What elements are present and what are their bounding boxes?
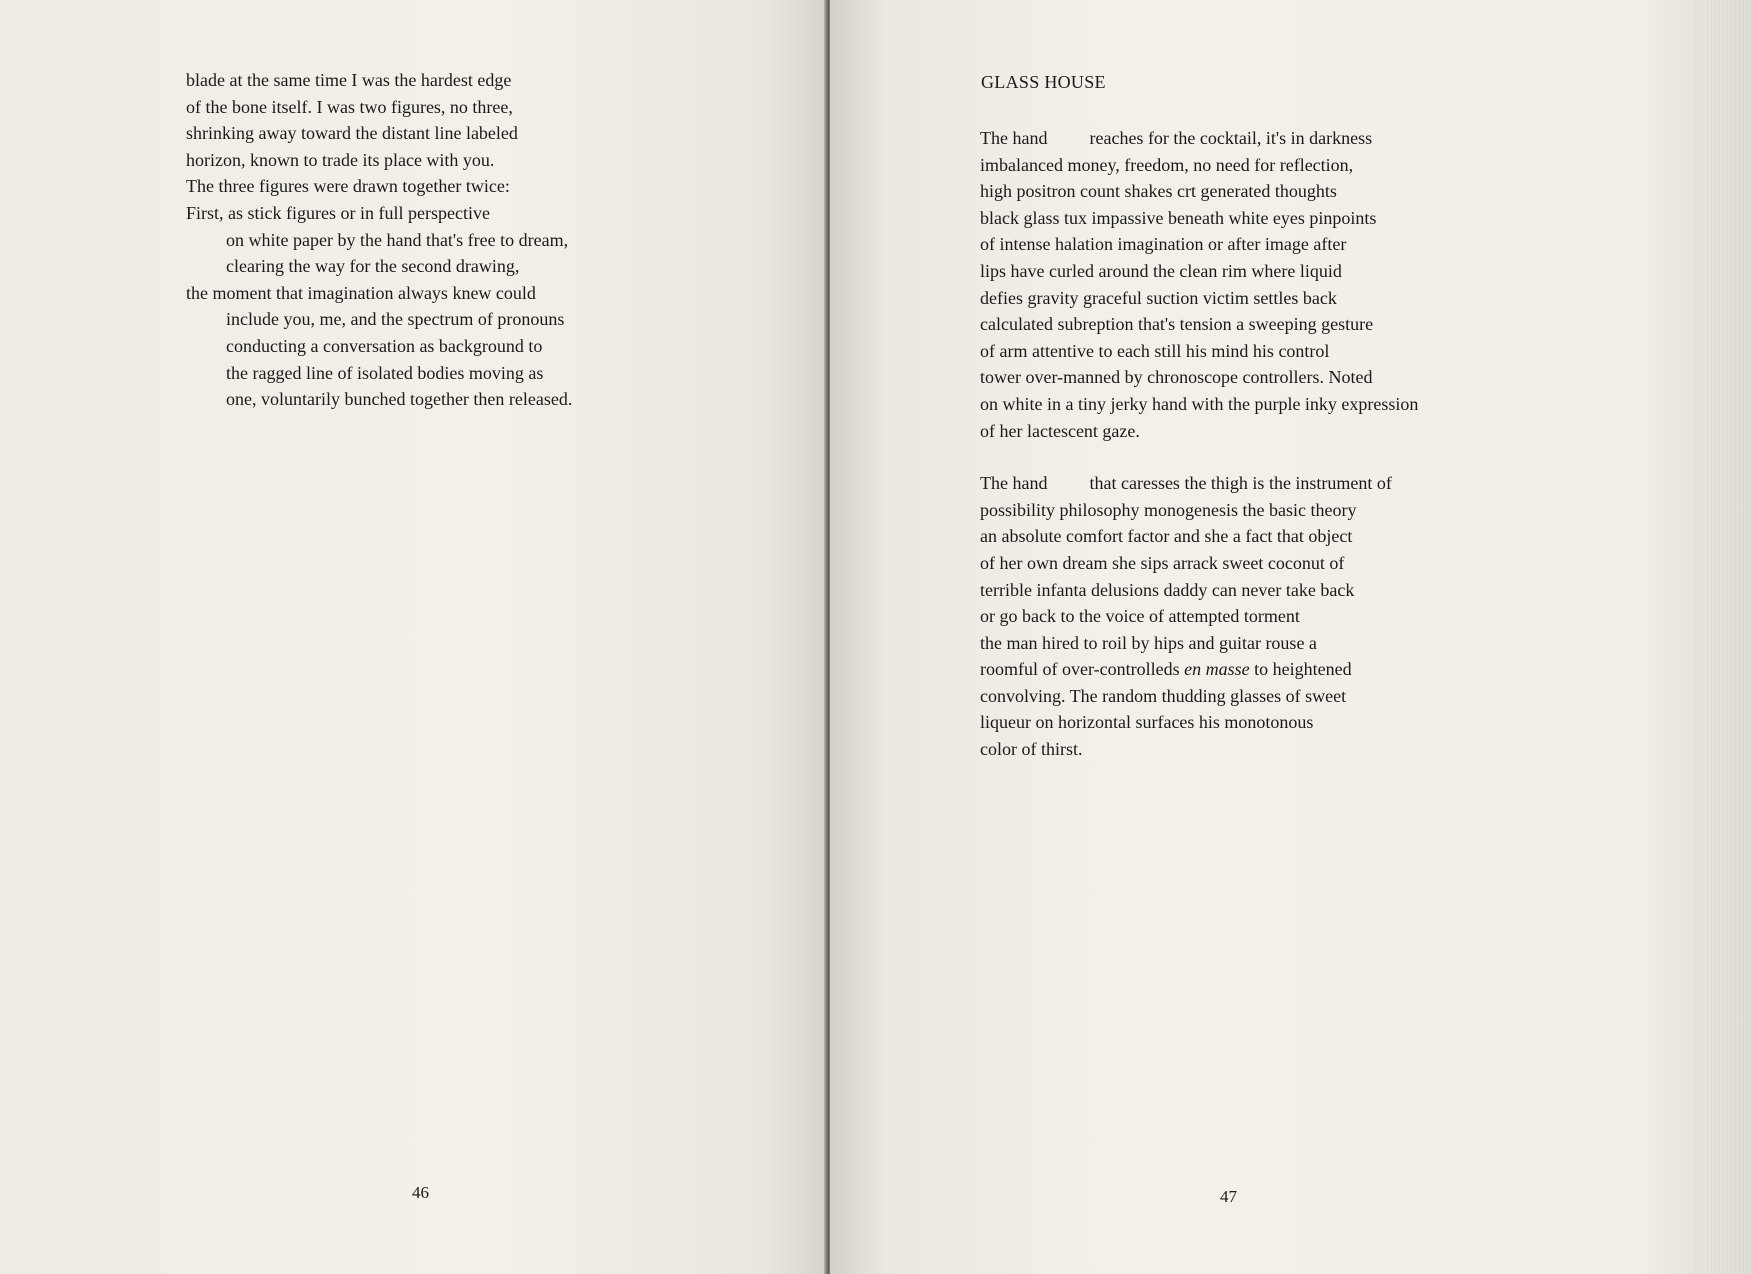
left-poem-line: of the bone itself. I was two figures, no three, bbox=[186, 96, 513, 117]
left-poem-line: clearing the way for the second drawing, bbox=[226, 256, 520, 277]
stanza2-line: of her own dream she sips arrack sweet coconut of bbox=[980, 552, 1345, 573]
stanza2-line: the man hired to roil by hips and guitar rouse a bbox=[980, 632, 1317, 653]
stanza1-line: tower over-manned by chronoscope controllers. Noted bbox=[980, 367, 1373, 388]
stanza1-line: of arm attentive to each still his mind his control bbox=[980, 340, 1330, 361]
stanza1-line: of her lactescent gaze. bbox=[980, 420, 1140, 441]
stanza2-line: possibility philosophy monogenesis the basic theory bbox=[980, 499, 1357, 520]
left-page bbox=[0, 0, 828, 1274]
stanza1-first-word: The hand bbox=[980, 128, 1048, 148]
stanza1-line: black glass tux impassive beneath white eyes pinpoints bbox=[980, 207, 1377, 228]
stanza1-first-rest: reaches for the cocktail, it's in darkness bbox=[1089, 128, 1373, 148]
stanza1-line: high positron count shakes crt generated thoughts bbox=[980, 181, 1337, 202]
stanza1-line: calculated subreption that's tension a sweeping gesture bbox=[980, 314, 1374, 335]
stanza2-first-line bbox=[980, 470, 1418, 497]
stanza2-lines-b bbox=[980, 683, 1418, 763]
left-poem-line: one, voluntarily bunched together then released. bbox=[226, 389, 573, 410]
stanza1-line: of intense halation imagination or after image after bbox=[980, 234, 1347, 255]
stanza1-line: lips have curled around the clean rim where liquid bbox=[980, 260, 1342, 281]
stanza2-line: convolving. The random thudding glasses of sweet bbox=[980, 685, 1347, 706]
left-poem-line: First, as stick figures or in full perspective bbox=[186, 202, 490, 223]
left-poem-line: include you, me, and the spectrum of pronouns bbox=[226, 309, 565, 330]
page-number-right: 47 bbox=[1220, 1187, 1237, 1206]
poem-title: GLASS HOUSE bbox=[981, 72, 1106, 92]
page-number-left: 46 bbox=[412, 1183, 429, 1202]
italic-phrase: en masse bbox=[1184, 659, 1250, 680]
stanza1-line: defies gravity graceful suction victim settles back bbox=[980, 287, 1337, 308]
stanza2-italic-line: roomful of over-controlleds en masse to heightened bbox=[980, 659, 1352, 680]
left-poem-line: conducting a conversation as background to bbox=[226, 335, 543, 356]
stanza1-first-line bbox=[980, 125, 1418, 152]
left-poem-line: The three figures were drawn together twice: bbox=[186, 176, 510, 197]
left-poem-line: on white paper by the hand that's free to dream, bbox=[226, 229, 569, 250]
left-poem-line: horizon, known to trade its place with you. bbox=[186, 149, 495, 170]
left-poem-line: shrinking away toward the distant line labeled bbox=[186, 123, 518, 144]
stanza2-line: an absolute comfort factor and she a fact that object bbox=[980, 526, 1353, 547]
stanza2-line: or go back to the voice of attempted torment bbox=[980, 606, 1300, 627]
stanza2-first-rest: that caresses the thigh is the instrument of bbox=[1089, 473, 1392, 494]
stanza2-line: terrible infanta delusions daddy can never take back bbox=[980, 579, 1355, 600]
stanza1-line: on white in a tiny jerky hand with the purple inky expression bbox=[980, 393, 1419, 414]
stanza2-lines-a bbox=[980, 497, 1418, 657]
left-poem-line: the moment that imagination always knew could bbox=[186, 282, 536, 303]
page-fore-edge bbox=[1692, 0, 1752, 1274]
right-poem-text bbox=[980, 125, 1418, 763]
left-poem-line: the ragged line of isolated bodies moving as bbox=[226, 362, 544, 383]
stanza2-line: color of thirst. bbox=[980, 739, 1083, 760]
stanza2-first-word: The hand bbox=[980, 473, 1048, 494]
stanza1-line: imbalanced money, freedom, no need for reflection, bbox=[980, 154, 1354, 175]
stanza2-line: liqueur on horizontal surfaces his monotonous bbox=[980, 712, 1314, 733]
stanza1-lines bbox=[980, 152, 1418, 445]
left-poem-line: blade at the same time I was the hardest edge bbox=[186, 70, 512, 90]
left-poem-text bbox=[186, 67, 572, 413]
